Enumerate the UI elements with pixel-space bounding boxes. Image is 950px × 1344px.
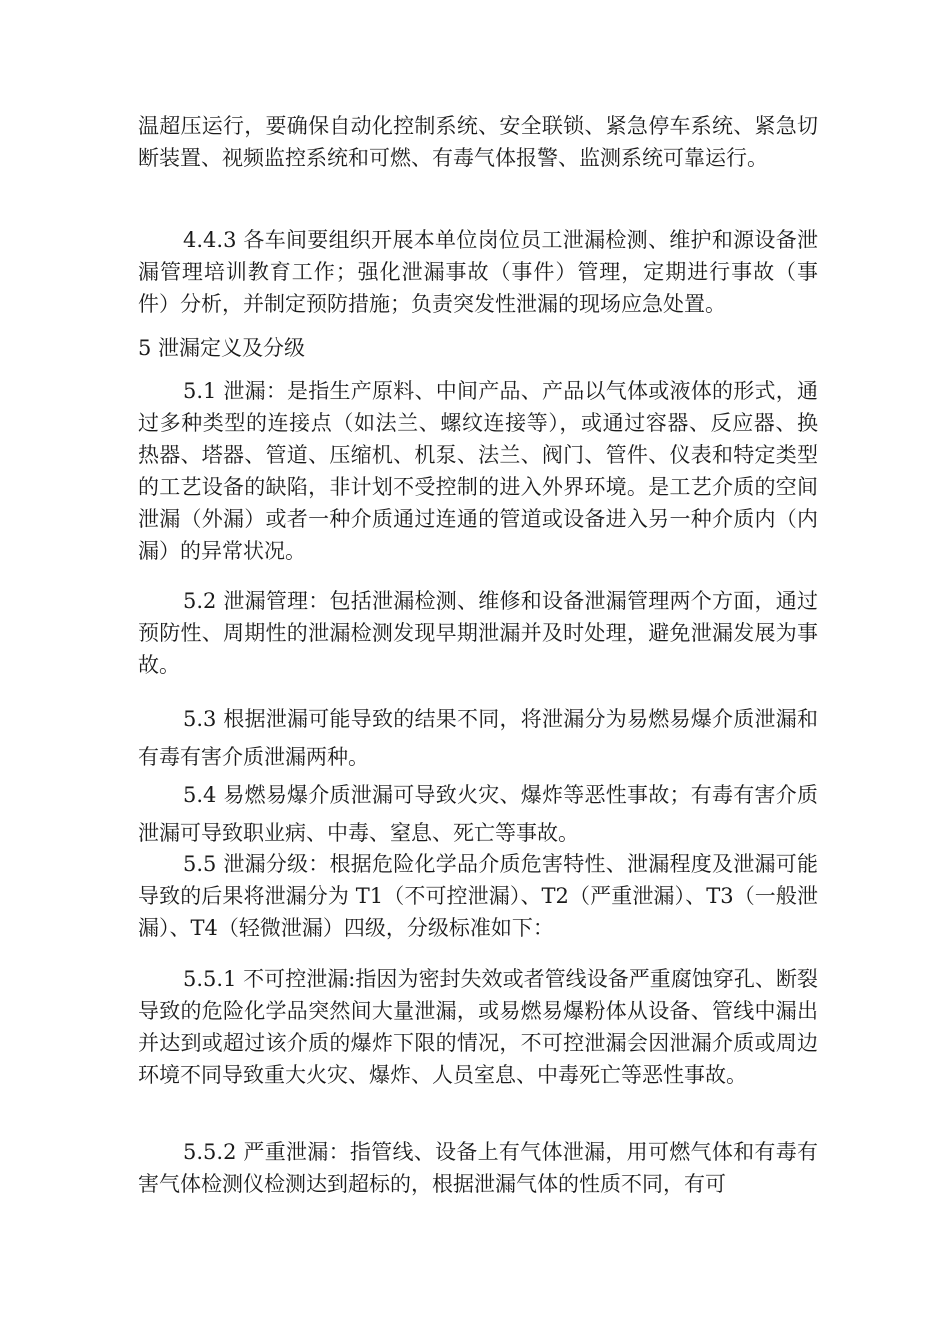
paragraph-4-4-3: 4.4.3 各车间要组织开展本单位岗位员工泄漏检测、维护和源设备泄漏管理培训教育工作；强化泄漏事故（事件）管理，定期进行事故（事件）分析，并制定预防措施；负责突发性泄漏的现场应急处置。	[138, 228, 818, 316]
paragraph-5-5: 5.5 泄漏分级：根据危险化学品介质危害特性、泄漏程度及泄漏可能导致的后果将泄漏分为 T1（不可控泄漏）、T2（严重泄漏）、T3（一般泄漏）、T4（轻微泄漏）四级，分级标准如下：	[138, 852, 818, 940]
paragraph-continuation: 温超压运行，要确保自动化控制系统、安全联锁、紧急停车系统、紧急切断装置、视频监控系统和可燃、有毒气体报警、监测系统可靠运行。	[138, 114, 818, 170]
paragraph-5-2: 5.2 泄漏管理：包括泄漏检测、维修和设备泄漏管理两个方面，通过预防性、周期性的泄漏检测发现早期泄漏并及时处理，避免泄漏发展为事故。	[138, 589, 818, 677]
paragraph-5-1: 5.1 泄漏：是指生产原料、中间产品、产品以气体或液体的形式，通过多种类型的连接点（如法兰、螺纹连接等），或通过容器、反应器、换热器、塔器、管道、压缩机、机泵、法兰、阀门、管件、仪表和特定类型的工艺设备的缺陷，非计划不受控制的进入外界环境。是工艺介质的空间泄漏（外漏）或者一种介质通过连通的管道或设备进入另一种介质内（内漏）的异常状况。	[138, 379, 818, 563]
paragraph-5-4: 5.4 易燃易爆介质泄漏可导致火灾、爆炸等恶性事故；有毒有害介质泄漏可导致职业病、中毒、窒息、死亡等事故。	[138, 783, 818, 845]
section-heading-5: 5 泄漏定义及分级	[138, 336, 306, 360]
paragraph-5-3: 5.3 根据泄漏可能导致的结果不同，将泄漏分为易燃易爆介质泄漏和有毒有害介质泄漏两种。	[138, 707, 818, 769]
paragraph-5-5-1: 5.5.1 不可控泄漏:指因为密封失效或者管线设备严重腐蚀穿孔、断裂导致的危险化学品突然间大量泄漏，或易燃易爆粉体从设备、管线中漏出并达到或超过该介质的爆炸下限的情况，不可控泄漏会因泄漏介质或周边环境不同导致重大火灾、爆炸、人员室息、中毒死亡等恶性事故。	[138, 967, 818, 1087]
paragraph-5-5-2: 5.5.2 严重泄漏：指管线、设备上有气体泄漏，用可燃气体和有毒有害气体检测仪检测达到超标的，根据泄漏气体的性质不同，有可	[138, 1140, 818, 1196]
